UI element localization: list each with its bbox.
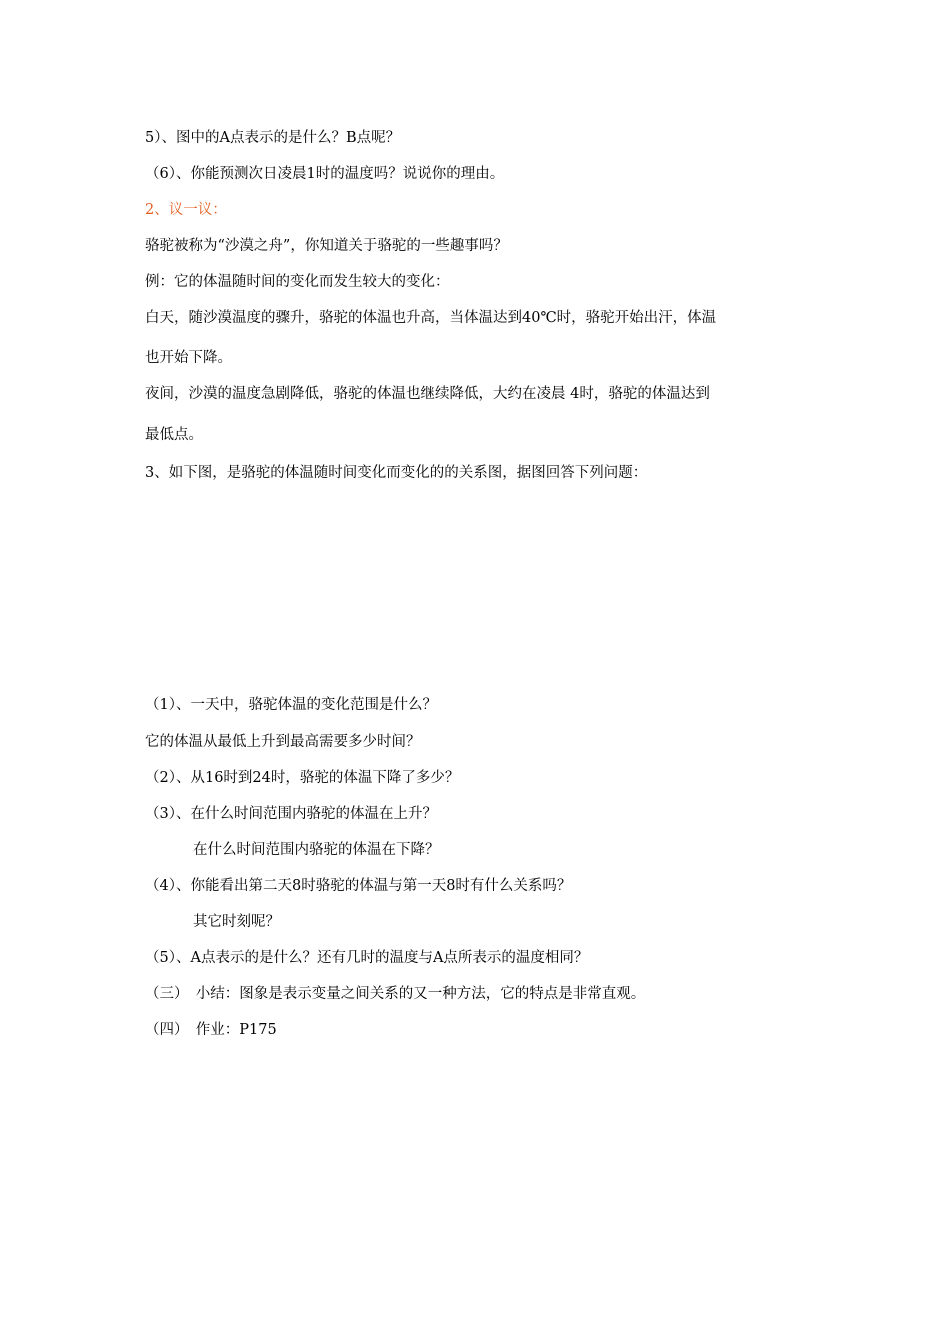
question-3: （3）、在什么时间范围内骆驼的体温在上升？ <box>145 806 437 822</box>
question-4: （4）、你能看出第二天8时骆驼的体温与第一天8时有什么关系吗？ <box>145 878 572 894</box>
summary-line: （三） 小结：图象是表示变量之间关系的又一种方法，它的特点是非常直观。 <box>145 986 646 1002</box>
question-6-top: （6）、你能预测次日凌晨1时的温度吗？说说你的理由。 <box>145 166 505 182</box>
homework-line: （四） 作业：P175 <box>145 1022 277 1038</box>
night-line-2: 最低点。 <box>145 427 203 443</box>
question-5: （5）、A点表示的是什么？还有几时的温度与A点所表示的温度相同？ <box>145 950 589 966</box>
figure-placeholder <box>145 495 805 685</box>
question-2: （2）、从16时到24时，骆驼的体温下降了多少？ <box>145 770 460 786</box>
daytime-line-1: 白天，随沙漠温度的骤升，骆驼的体温也升高，当体温达到40℃时，骆驼开始出汗，体温 <box>145 310 717 326</box>
example-line: 例：它的体温随时间的变化而发生较大的变化： <box>145 274 450 290</box>
daytime-line-2: 也开始下降。 <box>145 350 232 366</box>
question-1: （1）、一天中，骆驼体温的变化范围是什么？ <box>145 697 437 713</box>
section-2-heading: 2、议一议： <box>145 202 227 218</box>
question-3-sub: 在什么时间范围内骆驼的体温在下降？ <box>193 842 440 858</box>
section-3-intro: 3、如下图，是骆驼的体温随时间变化而变化的的关系图，据图回答下列问题： <box>145 465 648 481</box>
question-5-top: 5）、图中的A点表示的是什么？B点呢？ <box>145 130 401 146</box>
question-4-sub: 其它时刻呢？ <box>193 914 280 930</box>
camel-intro: 骆驼被称为“沙漠之舟”，你知道关于骆驼的一些趣事吗？ <box>145 238 508 254</box>
question-1-sub: 它的体温从最低上升到最高需要多少时间？ <box>145 734 421 750</box>
night-line-1: 夜间，沙漠的温度急剧降低，骆驼的体温也继续降低，大约在凌晨 4时，骆驼的体温达到 <box>145 386 710 402</box>
